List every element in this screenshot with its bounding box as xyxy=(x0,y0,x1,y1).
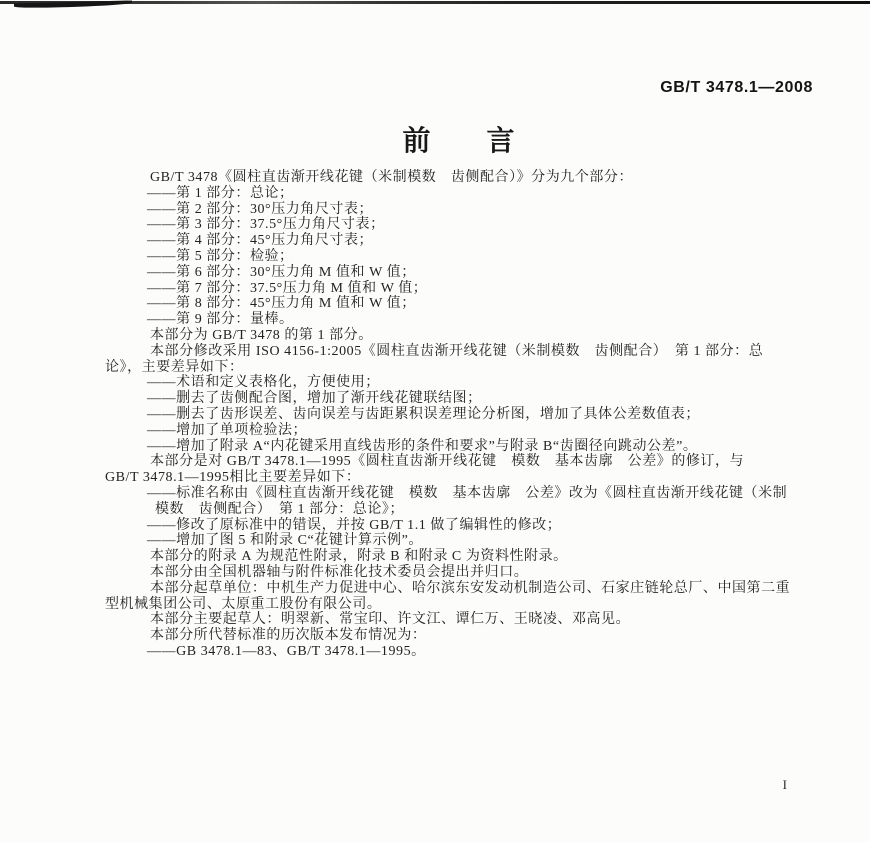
doc-number: GB/T 3478.1—2008 xyxy=(660,79,813,96)
text-line: 模数 齿侧配合） 第 1 部分：总论》； xyxy=(155,501,404,517)
text-line: ——第 1 部分：总论； xyxy=(147,185,294,201)
document-body xyxy=(105,170,812,660)
text-line: ——增加了单项检验法； xyxy=(147,422,308,438)
text-line: ——术语和定义表格化，方便使用； xyxy=(147,375,380,391)
text-line: ——第 9 部分：量棒。 xyxy=(147,312,294,328)
text-line: ——GB 3478.1—83、GB/T 3478.1—1995。 xyxy=(147,643,426,659)
text-line: 本部分主要起草人：明翠新、常宝印、许文江、谭仁万、王晓凌、邓高见。 xyxy=(150,612,631,628)
text-line: ——第 7 部分：37.5°压力角 M 值和 W 值； xyxy=(147,280,428,296)
text-line: 论》，主要差异如下： xyxy=(105,359,244,375)
text-line: 本部分修改采用 ISO 4156-1:2005《圆柱直齿渐开线花键（米制模数 齿侧配合） 第 1 部分：总 xyxy=(150,343,764,359)
text-line: ——标准名称由《圆柱直齿渐开线花键 模数 基本齿廓 公差》改为《圆柱直齿渐开线花键（米制 xyxy=(147,485,788,501)
text-line: ——第 5 部分：检验； xyxy=(147,248,294,264)
text-line: 本部分起草单位：中机生产力促进中心、哈尔滨东安发动机制造公司、石家庄链轮总厂、中国第二重 xyxy=(150,580,791,596)
text-line: ——第 3 部分：37.5°压力角尺寸表； xyxy=(147,217,385,233)
page-number: I xyxy=(782,777,787,792)
text-line: ——第 6 部分：30°压力角 M 值和 W 值； xyxy=(147,264,416,280)
text-line: 本部分所代替标准的历次版本发布情况为： xyxy=(150,628,427,644)
text-line: ——修改了原标准中的错误，并按 GB/T 1.1 做了编辑性的修改； xyxy=(147,517,562,533)
text-line: ——第 2 部分：30°压力角尺寸表； xyxy=(147,201,374,217)
text-line: 本部分为 GB/T 3478 的第 1 部分。 xyxy=(150,327,373,343)
text-line: ——删去了齿形误差、齿向误差与齿距累积误差理论分析图，增加了具体公差数值表； xyxy=(147,406,700,422)
text-line: 本部分由全国机器轴与附件标准化技术委员会提出并归口。 xyxy=(150,564,529,580)
text-line: ——第 8 部分：45°压力角 M 值和 W 值； xyxy=(147,296,416,312)
text-line: 型机械集团公司、太原重工股份有限公司。 xyxy=(105,596,382,612)
text-line: ——增加了附录 A“内花键采用直线齿形的条件和要求”与附录 B“齿圈径向跳动公差”。 xyxy=(147,438,698,454)
scan-artifact-top-edge xyxy=(0,0,870,8)
text-line: ——增加了图 5 和附录 C“花键计算示例”。 xyxy=(147,533,423,549)
text-line: 本部分是对 GB/T 3478.1—1995《圆柱直齿渐开线花键 模数 基本齿廓 公差》的修订，与 xyxy=(150,454,745,470)
text-line: 本部分的附录 A 为规范性附录，附录 B 和附录 C 为资料性附录。 xyxy=(150,549,568,565)
text-line: GB/T 3478.1—1995相比主要差异如下： xyxy=(105,470,361,486)
text-line: GB/T 3478《圆柱直齿渐开线花键（米制模数 齿侧配合）》分为九个部分： xyxy=(150,170,634,185)
text-line: ——第 4 部分：45°压力角尺寸表； xyxy=(147,233,374,249)
page-title: 前 言 xyxy=(402,125,515,156)
text-line: ——删去了齿侧配合图，增加了渐开线花键联结图； xyxy=(147,391,482,407)
